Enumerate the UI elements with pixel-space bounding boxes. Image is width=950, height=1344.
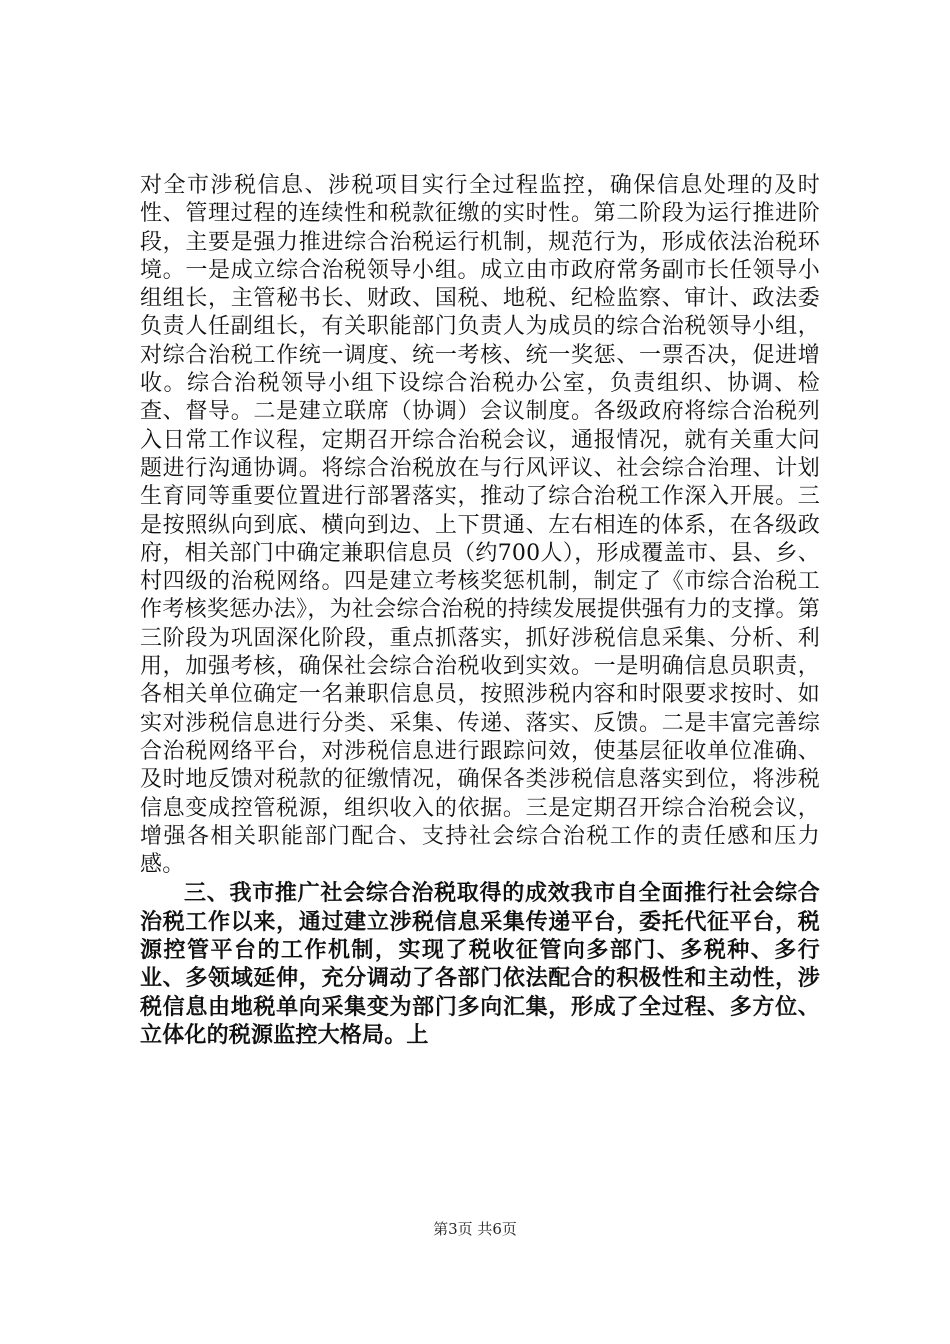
page-footer: 第3页 共6页 [433, 1220, 517, 1238]
paragraph-section-three: 三、我市推广社会综合治税取得的成效我市自全面推行社会综合治税工作以来，通过建立涉税信息采集传递平台，委托代征平台，税源控管平台的工作机制，实现了税收征管向多部门、多税种、多行业、多领域延伸，充分调动了各部门依法配合的积极性和主动性，涉税信息由地税单向采集变为部门多向汇集，形成了全过程、多方位、立体化的税源监控大格局。上 [140, 880, 820, 1048]
body-text [140, 172, 820, 1049]
paragraph-continued: 对全市涉税信息、涉税项目实行全过程监控，确保信息处理的及时性、管理过程的连续性和税款征缴的实时性。第二阶段为运行推进阶段，主要是强力推进综合治税运行机制，规范行为，形成依法治税环境。一是成立综合治税领导小组。成立由市政府常务副市长任领导小组组长，主管秘书长、财政、国税、地税、纪检监察、审计、政法委负责人任副组长，有关职能部门负责人为成员的综合治税领导小组，对综合治税工作统一调度、统一考核、统一奖惩、一票否决，促进增收。综合治税领导小组下设综合治税办公室，负责组织、协调、检查、督导。二是建立联席（协调）会议制度。各级政府将综合治税列入日常工作议程，定期召开综合治税会议，通报情况，就有关重大问题进行沟通协调。将综合治税放在与行风评议、社会综合治理、计划生育同等重要位置进行部署落实，推动了综合治税工作深入开展。三是按照纵向到底、横向到边、上下贯通、左右相连的体系，在各级政府，相关部门中确定兼职信息员（约700人），形成覆盖市、县、乡、村四级的治税网络。四是建立考核奖惩机制，制定了《市综合治税工作考核奖惩办法》，为社会综合治税的持续发展提供强有力的支撑。第三阶段为巩固深化阶段，重点抓落实，抓好涉税信息采集、分析、利用，加强考核，确保社会综合治税收到实效。一是明确信息员职责，各相关单位确定一名兼职信息员，按照涉税内容和时限要求按时、如实对涉税信息进行分类、采集、传递、落实、反馈。二是丰富完善综合治税网络平台，对涉税信息进行跟踪问效，使基层征收单位准确、及时地反馈对税款的征缴情况，确保各类涉税信息落实到位，将涉税信息变成控管税源，组织收入的依据。三是定期召开综合治税会议，增强各相关职能部门配合、支持社会综合治税工作的责任感和压力感。 [140, 173, 820, 878]
